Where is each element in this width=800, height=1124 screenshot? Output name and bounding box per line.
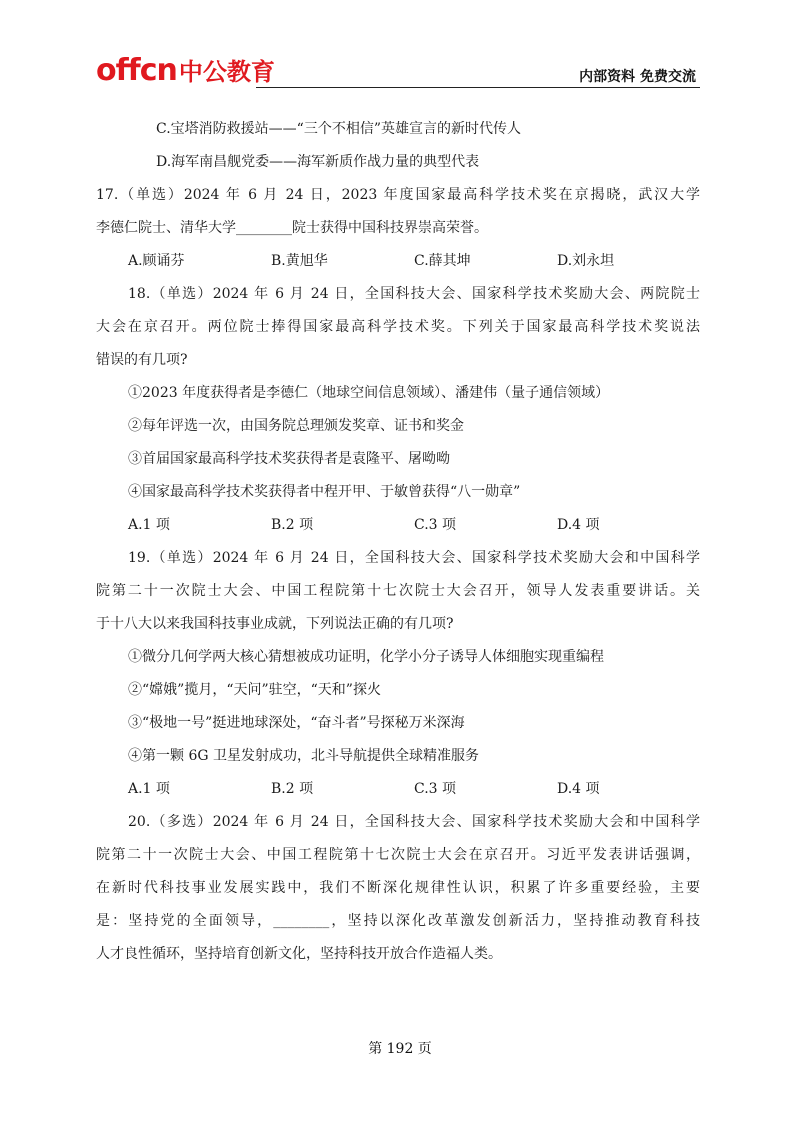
q17-stem-line-1: 17.（单选）2024 年 6 月 24 日，2023 年度国家最高科学技术奖在京揭晓，武汉大学 xyxy=(96,187,700,203)
q18-statement-3: ③首届国家最高科学技术奖获得者是袁隆平、屠呦呦 xyxy=(128,451,450,467)
q18-options xyxy=(128,509,700,542)
q19-statement-3: ③“极地一号”挺进地球深处，“奋斗者”号探秘万米深海 xyxy=(128,715,465,731)
q18-stem-line-2: 大会在京召开。两位院士捧得国家最高科学技术奖。下列关于国家最高科学技术奖说法 xyxy=(96,319,700,335)
q17-stem-line-2: 李德仁院士、清华大学________院士获得中国科技界崇高荣誉。 xyxy=(96,220,488,236)
q20-stem-line-4: 是：坚持党的全面领导，________，坚持以深化改革激发创新活力，坚持推动教育科技 xyxy=(96,913,700,929)
logo-chinese-text: 中公教育 xyxy=(178,58,275,86)
q19-options xyxy=(128,773,700,806)
q17-option-d[interactable]: D.刘永坦 xyxy=(557,253,615,269)
q17-option-b[interactable]: B.黄旭华 xyxy=(271,253,328,269)
q19-option-b[interactable]: B.2 项 xyxy=(271,781,314,797)
q18-statement-2: ②每年评选一次，由国务院总理颁发奖章、证书和奖金 xyxy=(128,418,464,434)
q20-stem-line-1: 20.（多选）2024 年 6 月 24 日，全国科技大会、国家科学技术奖励大会和中国科学 xyxy=(128,814,700,830)
q20-stem-line-5: 人才良性循环，坚持培育创新文化，坚持科技开放合作造福人类。 xyxy=(96,946,502,962)
page-header xyxy=(96,53,700,90)
q19-statement-2: ②“嫦娥”揽月，“天问”驻空，“天和”探火 xyxy=(128,682,381,698)
q19-option-a[interactable]: A.1 项 xyxy=(128,781,170,797)
q18-stem-line-3: 错误的有几项? xyxy=(96,352,188,368)
q19-statement-4: ④第一颗 6G 卫星发射成功，北斗导航提供全球精准服务 xyxy=(128,748,479,764)
page-number: 第 192 页 xyxy=(368,1041,432,1057)
q18-statement-1: ①2023 年度获得者是李德仁（地球空间信息领域）、潘建伟（量子通信领域） xyxy=(128,385,610,401)
q19-stem-line-1: 19.（单选）2024 年 6 月 24 日，全国科技大会、国家科学技术奖励大会和中国科学 xyxy=(128,550,700,566)
q19-stem-line-3: 于十八大以来我国科技事业成就，下列说法正确的有几项? xyxy=(96,616,454,632)
q17-options xyxy=(128,245,700,278)
q17-option-c[interactable]: C.薛其坤 xyxy=(414,253,471,269)
q20-stem-line-3: 在新时代科技事业发展实践中，我们不断深化规律性认识，积累了许多重要经验，主要 xyxy=(96,880,700,896)
q19-stem-line-2: 院第二十一次院士大会、中国工程院第十七次院士大会召开，领导人发表重要讲话。关 xyxy=(96,583,700,599)
q18-statement-4: ④国家最高科学技术奖获得者中程开甲、于敏曾获得“八一勋章” xyxy=(128,484,521,500)
header-divider xyxy=(256,87,700,88)
option-d-line: D.海军南昌舰党委——海军新质作战力量的典型代表 xyxy=(156,154,480,170)
header-tagline: 内部资料 免费交流 xyxy=(579,69,696,85)
q18-option-a[interactable]: A.1 项 xyxy=(128,517,170,533)
q20-stem-line-2: 院第二十一次院士大会、中国工程院第十七次院士大会在京召开。习近平发表讲话强调， xyxy=(96,847,700,863)
q19-option-c[interactable]: C.3 项 xyxy=(414,781,457,797)
logo-latin-text: offcn xyxy=(96,53,177,88)
q19-option-d[interactable]: D.4 项 xyxy=(557,781,600,797)
q18-option-b[interactable]: B.2 项 xyxy=(271,517,314,533)
option-c-line: C.宝塔消防救援站——“三个不相信”英雄宣言的新时代传人 xyxy=(156,121,521,137)
q18-option-d[interactable]: D.4 项 xyxy=(557,517,600,533)
q19-statement-1: ①微分几何学两大核心猜想被成功证明，化学小分子诱导人体细胞实现重编程 xyxy=(128,649,604,665)
document-body xyxy=(96,113,700,971)
q18-option-c[interactable]: C.3 项 xyxy=(414,517,457,533)
q17-option-a[interactable]: A.顾诵芬 xyxy=(128,253,185,269)
q18-stem-line-1: 18.（单选）2024 年 6 月 24 日，全国科技大会、国家科学技术奖励大会、两院院士 xyxy=(128,286,700,302)
offcn-logo xyxy=(96,53,275,88)
